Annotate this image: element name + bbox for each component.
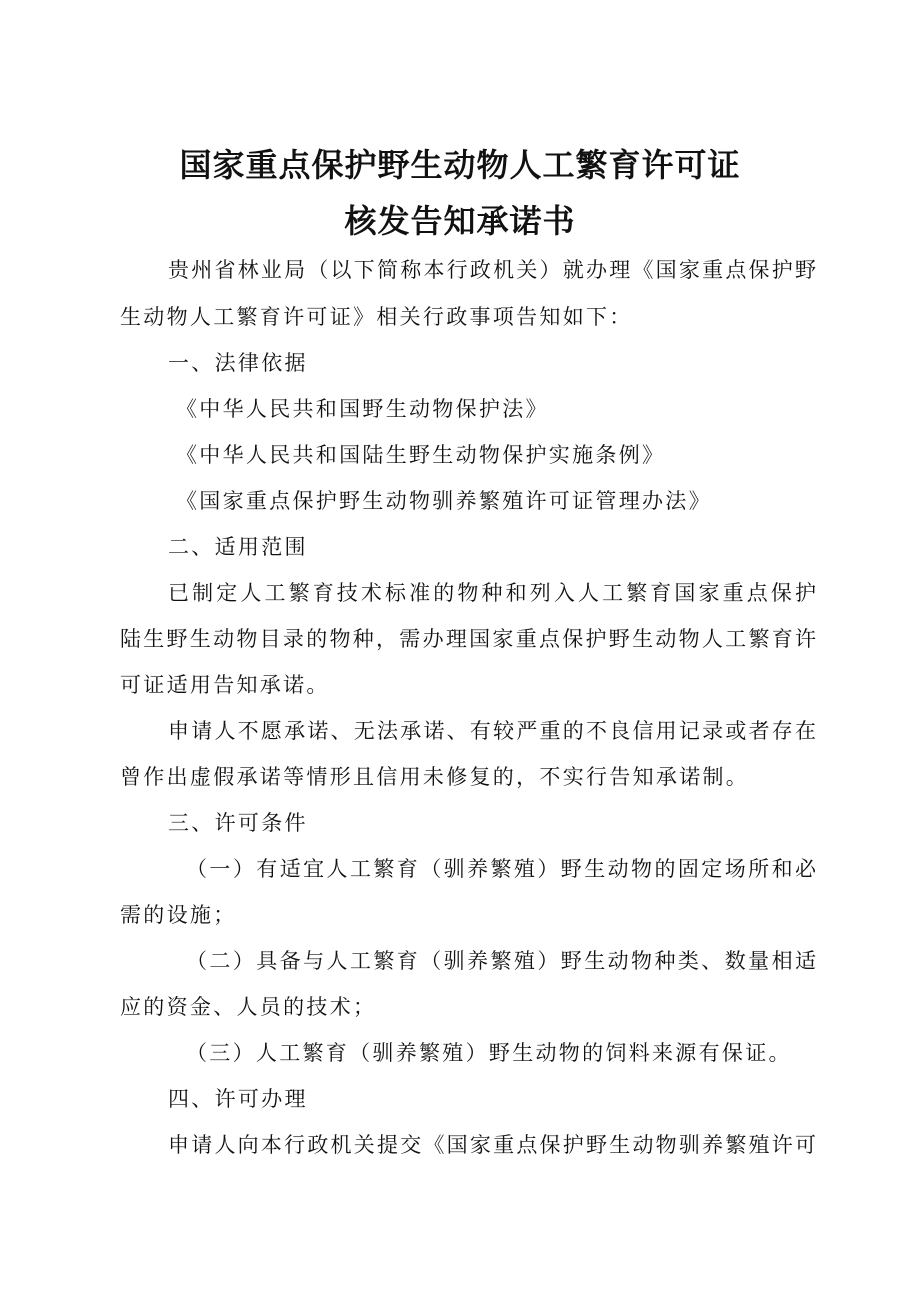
scope-paragraph-line-3: 可证适用告知承诺。 xyxy=(120,673,330,697)
section-heading-scope: 二、适用范围 xyxy=(168,535,308,559)
intro-paragraph-line-2: 生动物人工繁育许可证》相关行政事项告知如下： xyxy=(120,305,633,329)
condition-2-line-1: （二）具备与人工繁育（驯养繁殖）野生动物种类、数量相适 xyxy=(186,949,816,973)
processing-paragraph-line-1: 申请人向本行政机关提交《国家重点保护野生动物驯养繁殖许可 xyxy=(168,1133,816,1157)
scope-paragraph-line-1: 已制定人工繁育技术标准的物种和列入人工繁育国家重点保护 xyxy=(168,581,816,605)
exclusion-paragraph-line-1: 申请人不愿承诺、无法承诺、有较严重的不良信用记录或者存在 xyxy=(168,719,816,743)
section-heading-conditions: 三、许可条件 xyxy=(168,811,308,835)
law-item-2: 《中华人民共和国陆生野生动物保护实施条例》 xyxy=(176,443,666,467)
law-item-3: 《国家重点保护野生动物驯养繁殖许可证管理办法》 xyxy=(176,489,712,513)
condition-1-line-1: （一）有适宜人工繁育（驯养繁殖）野生动物的固定场所和必 xyxy=(186,857,816,881)
condition-1-line-2: 需的设施； xyxy=(120,903,237,927)
title-line-1: 国家重点保护野生动物人工繁育许可证 xyxy=(179,146,741,184)
section-heading-processing: 四、许可办理 xyxy=(168,1087,308,1111)
condition-3-line-1: （三）人工繁育（驯养繁殖）野生动物的饲料来源有保证。 xyxy=(186,1041,792,1065)
section-heading-legal-basis: 一、法律依据 xyxy=(168,351,308,375)
intro-paragraph-line-1: 贵州省林业局（以下简称本行政机关）就办理《国家重点保护野 xyxy=(168,258,816,282)
condition-2-line-2: 应的资金、人员的技术； xyxy=(120,995,377,1019)
exclusion-paragraph-line-2: 曾作出虚假承诺等情形且信用未修复的，不实行告知承诺制。 xyxy=(120,765,750,789)
law-item-1: 《中华人民共和国野生动物保护法》 xyxy=(176,397,549,421)
title-line-2: 核发告知承诺书 xyxy=(344,202,576,240)
scope-paragraph-line-2: 陆生野生动物目录的物种，需办理国家重点保护野生动物人工繁育许 xyxy=(120,627,816,651)
